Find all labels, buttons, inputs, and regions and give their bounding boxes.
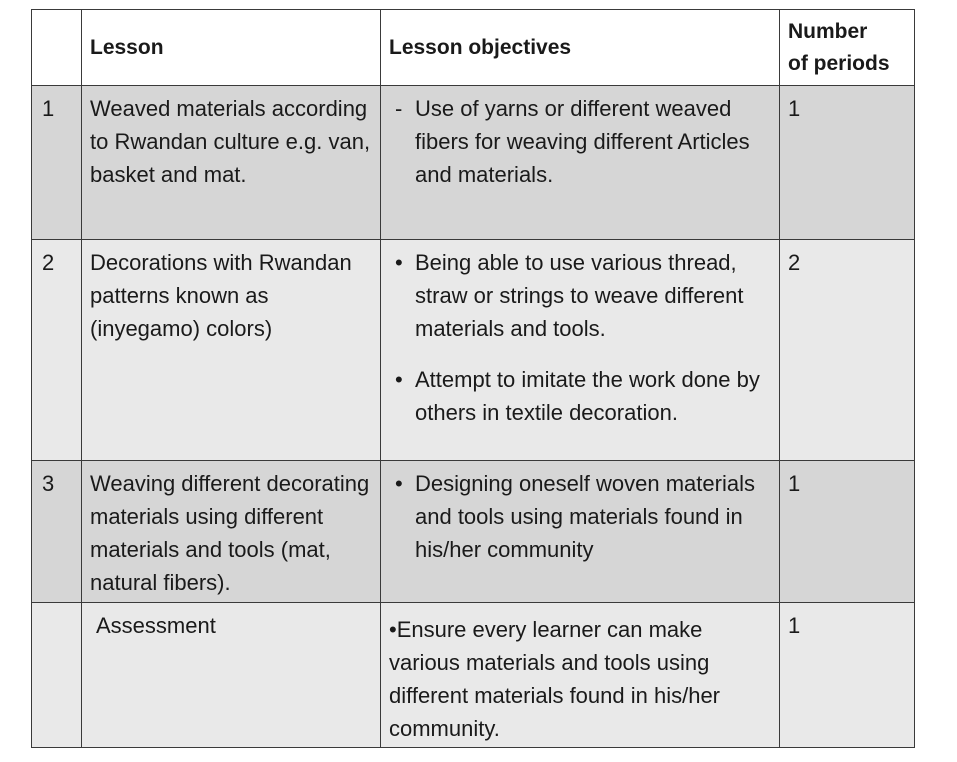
objective-text: •Ensure every learner can make various materials and tools using different materials found in his/her community. — [389, 617, 720, 741]
header-lesson-objectives: Lesson objectives — [381, 10, 780, 86]
table-row — [32, 240, 915, 461]
row-number — [32, 603, 81, 609]
lesson-cell: Assessment — [96, 613, 216, 638]
row-number: 1 — [42, 96, 55, 121]
table-row — [32, 603, 915, 748]
bullet-marker: • — [395, 250, 403, 275]
lesson-plan-table — [31, 9, 915, 748]
table-row — [32, 86, 915, 240]
dash-marker: - — [395, 96, 403, 121]
objectives-list — [381, 86, 779, 191]
table-header-row — [32, 10, 915, 86]
lesson-cell: Weaving different decorating materials using different materials and tools (mat, natural fibers). — [90, 471, 370, 595]
lesson-cell: Weaved materials according to Rwandan culture e.g. van, basket and mat. — [90, 96, 371, 187]
row-number: 3 — [42, 471, 55, 496]
header-lesson: Lesson — [82, 10, 381, 86]
header-number-of-periods: Number of periods — [780, 10, 915, 86]
objectives-list — [381, 461, 779, 566]
objectives-list — [381, 240, 779, 429]
objective-item: - Use of yarns or different weaved fibers for weaving different Articles and materials. — [391, 92, 771, 191]
header-number — [32, 10, 82, 86]
periods-cell: 1 — [788, 471, 801, 496]
periods-cell: 2 — [788, 250, 801, 275]
objective-item: • Designing oneself woven materials and tools using materials found in his/her community — [391, 467, 771, 566]
row-number: 2 — [42, 250, 55, 275]
objective-item: • Being able to use various thread, straw or strings to weave different materials and tools. — [391, 246, 771, 345]
periods-cell: 1 — [788, 96, 801, 121]
periods-cell: 1 — [788, 613, 801, 638]
bullet-marker: • — [395, 471, 403, 496]
lesson-cell: Decorations with Rwandan patterns known as (inyegamo) colors) — [90, 250, 352, 341]
objective-item: • Attempt to imitate the work done by others in textile decoration. — [391, 363, 771, 429]
table-row — [32, 461, 915, 603]
bullet-marker: • — [395, 367, 403, 392]
